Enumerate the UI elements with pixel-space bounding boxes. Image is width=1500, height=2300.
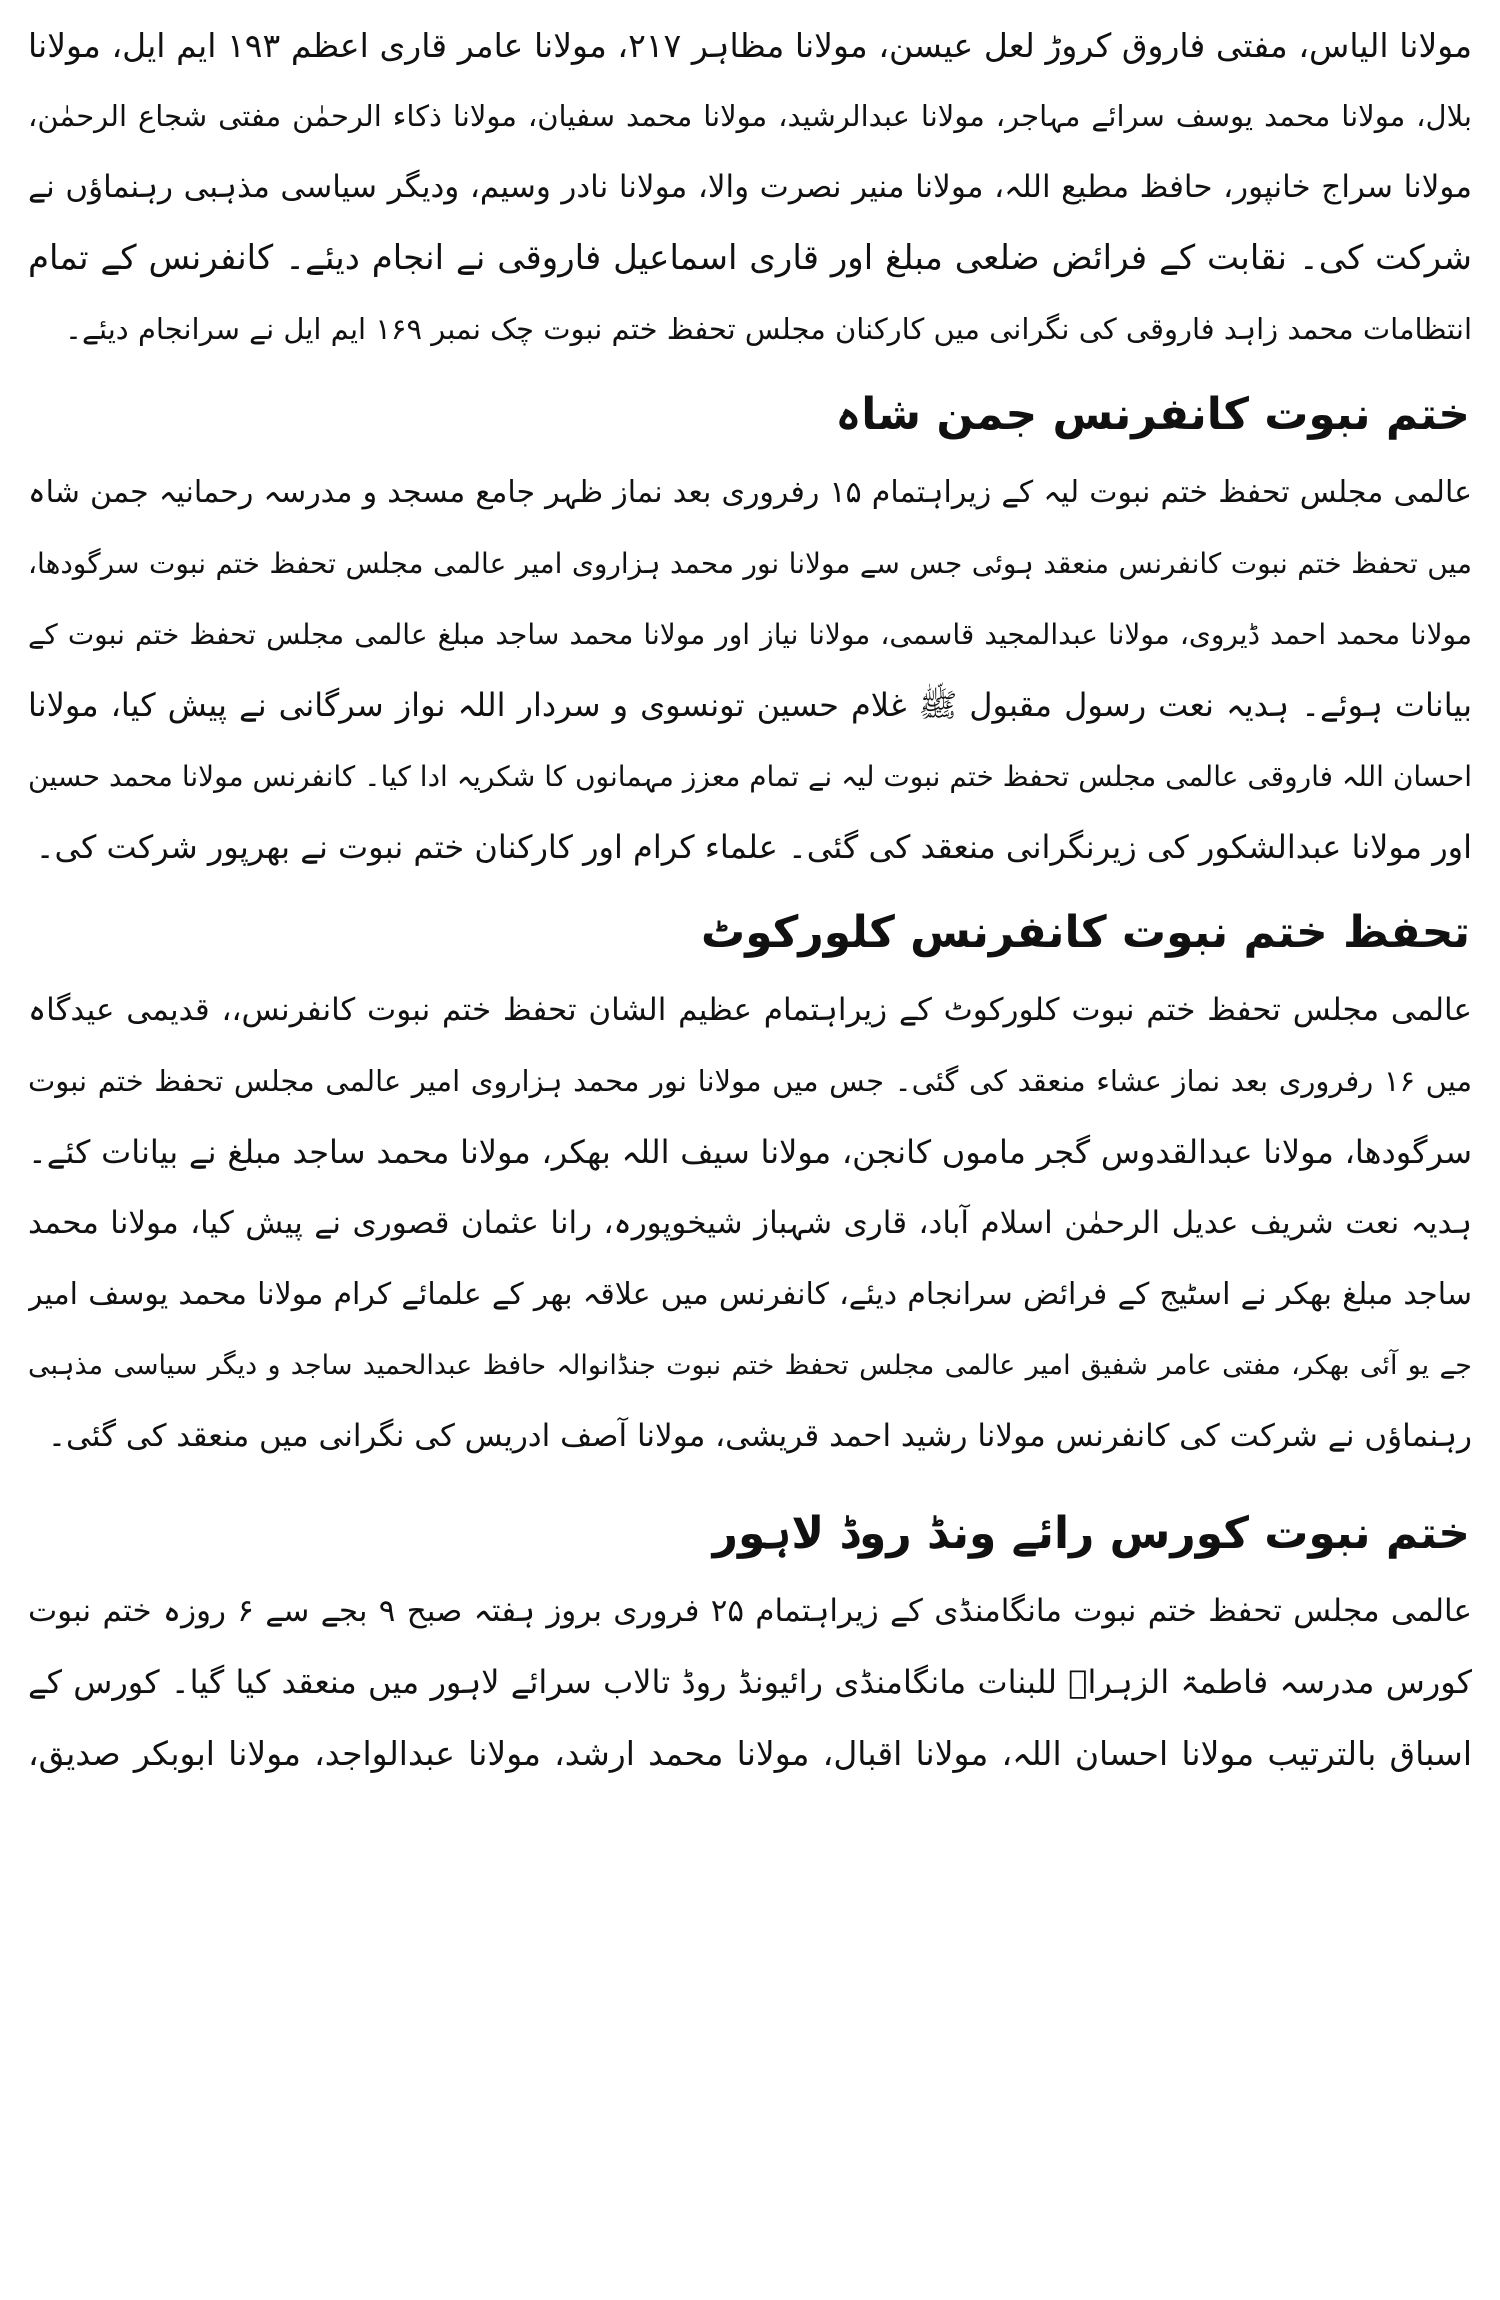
text-line: مولانا سراج خانپور، حافظ مطیع اللہ، مولانا منیر نصرت والا، مولانا نادر وسیم، ودیگر سیاسی مذہبی رہنماؤں نے: [28, 169, 1472, 205]
text-line: شرکت کی۔ نقابت کے فرائض ضلعی مبلغ اور قاری اسماعیل فاروقی نے انجام دیئے۔ کانفرنس کے تمام: [28, 238, 1472, 278]
text-line: رہنماؤں نے شرکت کی کانفرنس مولانا رشید احمد قریشی، مولانا آصف ادریس کی نگرانی میں منعقد کی گئی۔: [47, 1418, 1472, 1454]
text-line: سرگودھا، مولانا عبدالقدوس گجر ماموں کانجن، مولانا سیف اللہ بھکر، مولانا محمد ساجد مبلغ نے بیانات کئے۔: [28, 1133, 1472, 1171]
article-page: [28, 10, 1472, 2290]
text-line: ہدیہ نعت شریف عدیل الرحمٰن اسلام آباد، قاری شہباز شیخوپورہ، رانا عثمان قصوری نے پیش کیا، مولانا محمد: [28, 1205, 1472, 1241]
text-line: مولانا الیاس، مفتی فاروق کروڑ لعل عیسن، مولانا مظاہر ۲۱۷، مولانا عامر قاری اعظم ۱۹۳ ایم ایل، مولانا: [28, 26, 1472, 65]
text-line: بیانات ہوئے۔ ہدیہ نعت رسول مقبول ﷺ غلام حسین تونسوی و سردار اللہ نواز سرگانی نے پیش کیا، مولانا: [28, 686, 1472, 724]
text-line: عالمی مجلس تحفظ ختم نبوت لیہ کے زیراہتمام ۱۵ رفروری بعد نماز ظہر جامع مسجد و مدرسہ رحمانیہ جمن شاہ: [28, 475, 1472, 510]
text-line: انتظامات محمد زاہد فاروقی کی نگرانی میں کارکنان مجلس تحفظ ختم نبوت چک نمبر ۱۶۹ ایم ایل نے سرانجام دیئے۔: [65, 312, 1472, 346]
section-heading: تحفظ ختم نبوت کانفرنس کلورکوٹ: [701, 907, 1470, 958]
intro-paragraph: [28, 10, 1472, 365]
text-line: احسان اللہ فاروقی عالمی مجلس تحفظ ختم نبوت لیہ نے تمام معزز مہمانوں کا شکریہ ادا کیا۔ کانفرنس مولانا محمد حسین: [28, 760, 1472, 793]
text-line: میں ۱۶ رفروری بعد نماز عشاء منعقد کی گئی۔ جس میں مولانا نور محمد ہزاروی امیر عالمی مجلس تحفظ ختم نبوت: [28, 1064, 1472, 1098]
text-line: عالمی مجلس تحفظ ختم نبوت مانگامنڈی کے زیراہتمام ۲۵ فروری بروز ہفتہ صبح ۹ بجے سے ۶ روزہ ختم نبوت: [28, 1593, 1472, 1629]
section-heading: ختم نبوت کورس رائے ونڈ روڈ لاہور: [712, 1508, 1470, 1559]
section-jaman-shah: [28, 365, 1472, 883]
section-kalurkot: [28, 883, 1472, 1472]
text-line: مولانا محمد احمد ڈیروی، مولانا عبدالمجید قاسمی، مولانا نیاز اور مولانا محمد ساجد مبلغ عالمی مجلس تحفظ ختم نبوت کے: [28, 618, 1472, 651]
text-line: ساجد مبلغ بھکر نے اسٹیج کے فرائض سرانجام دیئے، کانفرنس میں علاقہ بھر کے علمائے کرام مولانا محمد یوسف امیر: [28, 1277, 1472, 1312]
spacer: [28, 1472, 1472, 1484]
text-line: عالمی مجلس تحفظ ختم نبوت کلورکوٹ کے زیراہتمام عظیم الشان تحفظ ختم نبوت کانفرنس،، قدیمی عیدگاہ: [28, 992, 1472, 1028]
section-raiwind-road: [28, 1484, 1472, 1789]
text-line: اسباق بالترتیب مولانا احسان اللہ، مولانا اقبال، مولانا محمد ارشد، مولانا عبدالواجد، مولانا ابوبکر صدیق،: [28, 1734, 1472, 1773]
section-heading: ختم نبوت کانفرنس جمن شاہ: [835, 389, 1470, 440]
text-line: کورس مدرسہ فاطمۃ الزہراؓ للبنات مانگامنڈی رائیونڈ روڈ تالاب سرائے لاہور میں منعقد کیا گیا۔ کورس کے: [28, 1663, 1472, 1701]
text-line: میں تحفظ ختم نبوت کانفرنس منعقد ہوئی جس سے مولانا نور محمد ہزاروی امیر عالمی مجلس تحفظ ختم نبوت سرگودھا،: [28, 547, 1472, 580]
text-line: اور مولانا عبدالشکور کی زیرنگرانی منعقد کی گئی۔ علماء کرام اور کارکنان ختم نبوت نے بھرپور شرکت کی۔: [35, 828, 1472, 866]
text-line: جے یو آئی بھکر، مفتی عامر شفیق امیر عالمی مجلس تحفظ ختم نبوت جنڈانوالہ حافظ عبدالحمید ساجد و دیگر سیاسی مذہبی: [28, 1350, 1472, 1381]
text-line: بلال، مولانا محمد یوسف سرائے مہاجر، مولانا عبدالرشید، مولانا محمد سفیان، مولانا ذکاء الرحمٰن مفتی شجاع الرحمٰن،: [28, 99, 1472, 133]
